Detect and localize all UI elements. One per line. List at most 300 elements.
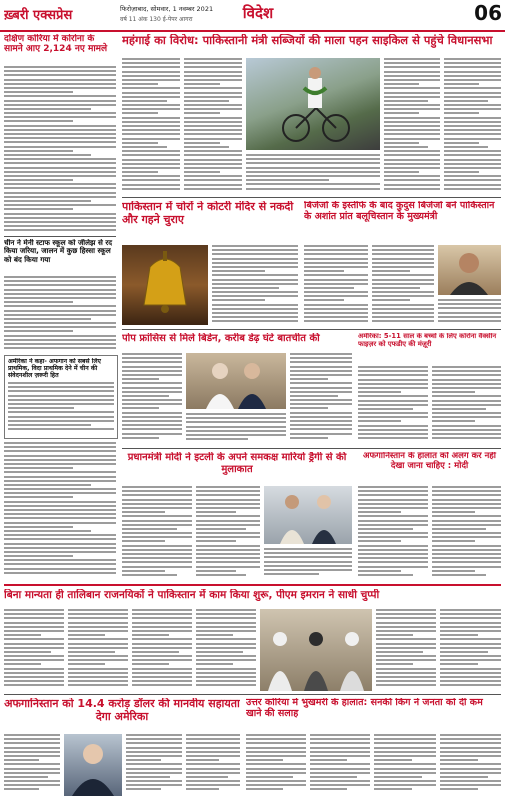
text-line <box>122 96 180 98</box>
text-line <box>186 751 240 753</box>
text-line <box>374 788 412 790</box>
text-line <box>438 320 501 322</box>
text-line <box>196 574 246 576</box>
text-line <box>4 108 91 110</box>
text-line <box>132 638 192 640</box>
text-line <box>246 755 306 757</box>
text-line <box>122 104 180 106</box>
text-line <box>122 66 180 68</box>
article-body <box>4 734 60 796</box>
text-line <box>4 305 116 307</box>
text-line <box>432 387 501 389</box>
text-line <box>432 536 501 538</box>
text-line <box>122 486 192 488</box>
headline-us-afghan: अमेरिका ने कहा- अफगान को सबसे लिए प्राथमिक, विदा प्राथमिक देने में चीन की संवेदनशील ज़रूरी हित <box>8 358 101 380</box>
text-line <box>440 609 501 611</box>
text-line <box>122 399 182 401</box>
article-body <box>374 734 436 796</box>
text-line <box>432 425 501 427</box>
text-line <box>384 62 440 64</box>
text-line <box>68 617 128 619</box>
text-line <box>290 378 328 380</box>
text-line <box>212 266 298 268</box>
text-line <box>384 75 440 77</box>
headline-us-vaccine: अमेरिका: 5-11 साल के बच्चों के लिए कोरोना वैक्सीन फाइज़र को एफडीए की मंज़ूरी <box>358 333 497 348</box>
masthead-logo: ख़्बरी एक्सप्रेस <box>4 8 73 23</box>
text-line <box>444 117 501 119</box>
text-line <box>4 467 73 469</box>
text-line <box>376 680 436 682</box>
text-line <box>290 428 352 430</box>
text-line <box>4 755 60 757</box>
text-line <box>4 742 60 744</box>
text-line <box>358 540 401 542</box>
text-line <box>122 549 192 551</box>
text-line <box>440 655 501 657</box>
text-line <box>122 561 192 563</box>
text-line <box>444 146 488 148</box>
text-line <box>68 626 128 628</box>
text-line <box>186 759 219 761</box>
text-line <box>184 75 242 77</box>
text-line <box>438 312 501 314</box>
text-line <box>432 540 475 542</box>
text-line <box>290 399 352 401</box>
text-line <box>374 759 412 761</box>
text-line <box>444 159 501 161</box>
text-line <box>184 150 242 152</box>
text-line <box>304 308 368 310</box>
text-line <box>212 316 298 318</box>
text-line <box>376 613 436 615</box>
text-line <box>358 486 428 488</box>
text-line <box>444 83 479 85</box>
text-line <box>290 420 352 422</box>
text-line <box>246 171 380 173</box>
text-line <box>122 142 158 144</box>
text-line <box>440 659 501 661</box>
text-line <box>290 395 338 397</box>
text-line <box>68 647 128 649</box>
meeting-figures <box>186 353 286 409</box>
text-line <box>196 494 260 496</box>
text-line <box>122 395 169 397</box>
text-line <box>358 553 428 555</box>
text-line <box>4 617 64 619</box>
article-body <box>8 382 114 434</box>
text-line <box>432 532 501 534</box>
text-line <box>122 382 182 384</box>
text-line <box>310 742 370 744</box>
text-line <box>438 299 501 301</box>
text-line <box>126 763 182 765</box>
text-line <box>8 428 114 430</box>
text-line <box>184 71 242 73</box>
text-line <box>358 433 428 435</box>
photo-taliban-meeting <box>260 609 372 691</box>
text-line <box>132 617 192 619</box>
text-line <box>68 663 105 665</box>
text-line <box>384 163 440 165</box>
text-line <box>444 129 501 131</box>
text-line <box>358 416 428 418</box>
text-line <box>212 283 298 285</box>
text-line <box>196 676 256 678</box>
divider <box>122 329 501 330</box>
text-line <box>440 772 501 774</box>
text-line <box>132 668 192 670</box>
text-line <box>444 154 501 156</box>
text-line <box>432 391 475 393</box>
text-line <box>4 513 116 515</box>
text-line <box>132 634 169 636</box>
text-line <box>184 184 242 186</box>
text-line <box>132 663 169 665</box>
text-line <box>196 626 256 628</box>
text-line <box>376 659 436 661</box>
article-body <box>4 66 116 234</box>
text-line <box>310 780 370 782</box>
text-line <box>4 522 116 524</box>
text-line <box>358 366 428 368</box>
text-line <box>4 543 116 545</box>
text-line <box>440 780 501 782</box>
text-line <box>132 643 192 645</box>
text-line <box>384 87 440 89</box>
text-line <box>246 162 380 164</box>
text-line <box>184 179 242 181</box>
text-line <box>212 279 298 281</box>
text-line <box>4 171 116 173</box>
text-line <box>4 647 64 649</box>
headline-baloch-cm: बिजेंजो के इस्तीफे के बाद कुदुस बिजेंजो बने पाकिस्तान के अशांत प्रांत बलूचिस्तान के मुख्यमंत्री <box>304 201 495 222</box>
text-line <box>186 784 240 786</box>
text-line <box>122 391 182 393</box>
text-line <box>4 133 116 135</box>
text-line <box>440 755 501 757</box>
text-line <box>68 613 128 615</box>
text-line <box>184 142 220 144</box>
photo-modi-draghi <box>264 486 352 544</box>
headline-pak-temple-robbery: पाकिस्तान में चोरों ने कोटरी मंदिर से नकदी और गहने चुराए <box>122 201 294 226</box>
text-line <box>4 146 116 148</box>
seated-group <box>260 609 372 691</box>
text-line <box>246 780 306 782</box>
text-line <box>376 672 436 674</box>
text-line <box>126 742 182 744</box>
headline-modi-draghi: प्रधानमंत्री मोदी ने इटली के अपने समकक्ष मारियो ड्रैगी से की मुलाकात <box>127 452 347 475</box>
text-line <box>4 630 64 632</box>
text-line <box>4 221 116 223</box>
text-line <box>440 643 501 645</box>
text-line <box>4 116 116 118</box>
text-line <box>68 630 128 632</box>
text-line <box>4 638 64 640</box>
text-line <box>304 320 368 322</box>
text-line <box>4 289 116 291</box>
text-line <box>304 316 368 318</box>
text-line <box>440 668 501 670</box>
text-line <box>440 747 501 749</box>
text-line <box>374 768 436 770</box>
text-line <box>358 557 428 559</box>
text-line <box>246 167 380 169</box>
text-line <box>8 407 74 409</box>
text-line <box>304 304 368 306</box>
boxed-story <box>4 355 118 439</box>
text-line <box>440 676 501 678</box>
text-line <box>4 672 64 674</box>
text-line <box>432 545 501 547</box>
text-line <box>444 104 501 106</box>
article-body <box>122 353 182 445</box>
text-line <box>432 412 501 414</box>
text-line <box>440 768 501 770</box>
text-line <box>246 188 380 190</box>
text-line <box>4 120 73 122</box>
text-line <box>384 154 440 156</box>
text-line <box>358 395 428 397</box>
text-line <box>264 552 352 554</box>
text-line <box>122 79 180 81</box>
text-line <box>444 92 501 94</box>
text-line <box>372 312 434 314</box>
text-line <box>290 370 352 372</box>
text-line <box>444 75 501 77</box>
text-line <box>196 503 260 505</box>
text-line <box>384 138 440 140</box>
text-line <box>4 192 116 194</box>
text-line <box>358 374 428 376</box>
text-line <box>376 676 436 678</box>
masthead-subline: वर्ष 11 अंक 130 ई-पेपर आगरा <box>120 16 193 23</box>
text-line <box>358 494 428 496</box>
text-line <box>290 366 352 368</box>
text-line <box>432 437 501 439</box>
text-line <box>440 763 501 765</box>
text-line <box>374 763 436 765</box>
portrait-figure <box>438 245 501 295</box>
text-line <box>384 112 419 114</box>
text-line <box>372 316 434 318</box>
text-line <box>4 208 73 210</box>
article-body <box>432 486 501 580</box>
text-line <box>184 171 220 173</box>
article-body <box>372 245 434 325</box>
text-line <box>212 308 298 310</box>
article-body <box>444 58 501 194</box>
text-line <box>4 162 116 164</box>
text-line <box>4 734 60 736</box>
text-line <box>196 655 256 657</box>
text-line <box>8 416 114 418</box>
text-line <box>358 574 413 576</box>
text-line <box>432 528 486 530</box>
text-line <box>374 734 436 736</box>
text-line <box>212 249 298 251</box>
text-line <box>304 299 344 301</box>
text-line <box>122 138 180 140</box>
text-line <box>196 490 260 492</box>
text-line <box>246 154 380 156</box>
text-line <box>4 183 116 185</box>
masthead <box>0 0 505 32</box>
text-line <box>440 638 501 640</box>
text-line <box>310 747 370 749</box>
text-line <box>8 395 114 397</box>
text-line <box>290 403 352 405</box>
article-body <box>186 734 240 796</box>
text-line <box>122 184 180 186</box>
text-line <box>184 83 220 85</box>
text-line <box>4 568 116 570</box>
text-line <box>304 245 368 247</box>
text-line <box>384 167 440 169</box>
text-line <box>264 573 319 575</box>
text-line <box>196 528 246 530</box>
text-line <box>68 680 128 682</box>
text-line <box>122 87 180 89</box>
text-line <box>4 204 116 206</box>
text-line <box>372 253 434 255</box>
text-line <box>196 566 260 568</box>
text-line <box>444 66 501 68</box>
text-line <box>444 171 479 173</box>
text-line <box>196 643 256 645</box>
text-line <box>122 437 159 439</box>
text-line <box>4 339 116 341</box>
text-line <box>4 229 116 231</box>
text-line <box>440 784 501 786</box>
text-line <box>444 179 501 181</box>
text-line <box>196 549 260 551</box>
article-body <box>246 734 306 796</box>
text-line <box>122 503 192 505</box>
text-line <box>4 484 91 486</box>
text-line <box>358 499 428 501</box>
text-line <box>8 420 114 422</box>
text-line <box>68 634 105 636</box>
text-line <box>122 370 182 372</box>
bell-icon <box>122 245 208 325</box>
text-line <box>246 175 380 177</box>
text-line <box>384 184 440 186</box>
text-line <box>264 569 352 571</box>
text-line <box>290 391 352 393</box>
text-line <box>372 295 434 297</box>
text-line <box>358 425 428 427</box>
text-line <box>4 747 60 749</box>
text-line <box>384 171 419 173</box>
photo-baloch-cm <box>438 245 501 295</box>
text-line <box>374 776 422 778</box>
text-line <box>440 617 501 619</box>
text-line <box>432 370 501 372</box>
text-line <box>4 555 73 557</box>
text-line <box>196 511 236 513</box>
text-line <box>126 751 182 753</box>
text-line <box>374 747 436 749</box>
text-line <box>122 528 177 530</box>
text-line <box>122 121 180 123</box>
text-line <box>246 742 306 744</box>
text-line <box>246 747 306 749</box>
text-line <box>358 536 428 538</box>
text-line <box>122 154 180 156</box>
text-line <box>184 125 242 127</box>
text-line <box>376 609 436 611</box>
text-line <box>432 553 501 555</box>
text-line <box>4 196 116 198</box>
text-line <box>4 276 116 278</box>
text-line <box>290 374 352 376</box>
text-line <box>376 668 436 670</box>
text-line <box>358 570 401 572</box>
text-line <box>126 747 182 749</box>
text-line <box>290 437 328 439</box>
text-line <box>4 284 116 286</box>
photo-temple-bell <box>122 245 208 325</box>
text-line <box>196 651 243 653</box>
text-line <box>246 183 380 185</box>
text-line <box>122 524 192 526</box>
text-line <box>432 507 501 509</box>
text-line <box>432 404 501 406</box>
text-line <box>4 280 116 282</box>
text-line <box>444 112 479 114</box>
text-line <box>4 79 116 81</box>
text-line <box>196 659 256 661</box>
text-line <box>196 561 260 563</box>
text-line <box>122 163 180 165</box>
text-line <box>4 217 116 219</box>
text-line <box>4 158 116 160</box>
text-line <box>196 553 260 555</box>
text-line <box>384 58 440 60</box>
text-line <box>4 463 116 465</box>
text-line <box>122 353 182 355</box>
text-line <box>68 655 128 657</box>
text-line <box>126 772 182 774</box>
text-line <box>304 287 354 289</box>
text-line <box>444 133 501 135</box>
text-line <box>4 551 116 553</box>
text-line <box>290 357 352 359</box>
text-line <box>246 734 306 736</box>
text-line <box>304 291 368 293</box>
text-line <box>4 496 73 498</box>
text-line <box>184 66 242 68</box>
text-line <box>184 92 242 94</box>
text-line <box>122 112 158 114</box>
text-line <box>126 738 182 740</box>
photo-blinken <box>64 734 122 796</box>
text-line <box>358 404 428 406</box>
text-line <box>122 412 182 414</box>
text-line <box>432 383 501 385</box>
text-line <box>376 634 413 636</box>
text-line <box>384 96 440 98</box>
text-line <box>126 768 182 770</box>
text-line <box>372 283 434 285</box>
text-line <box>68 638 128 640</box>
article-body <box>186 413 286 445</box>
text-line <box>376 663 413 665</box>
text-line <box>184 138 242 140</box>
text-line <box>444 71 501 73</box>
text-line <box>304 249 368 251</box>
text-line <box>4 91 73 93</box>
